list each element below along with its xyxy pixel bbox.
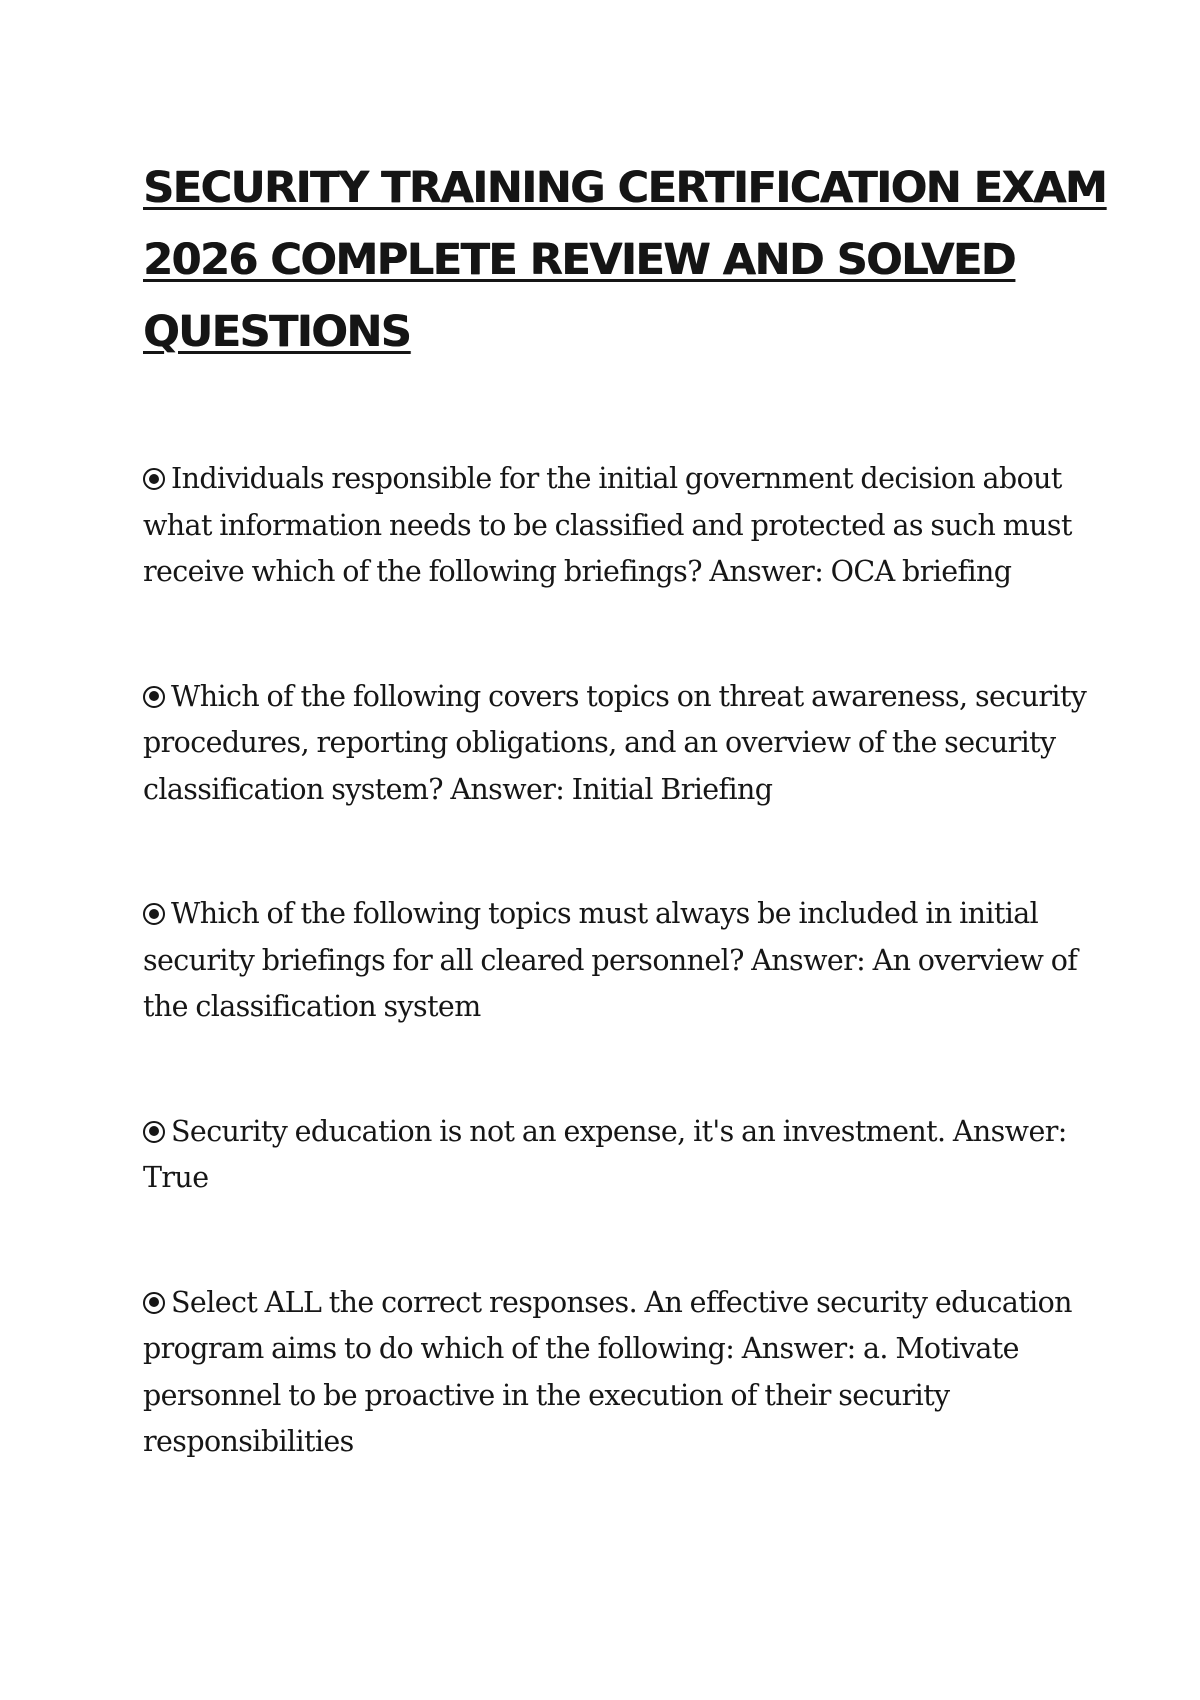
question-text-line: the classification system xyxy=(143,990,481,1023)
question-text-line: classification system? Answer: Initial Briefing xyxy=(143,772,773,806)
question-item xyxy=(143,1280,1083,1466)
question-text-line: security briefings for all cleared personnel? Answer: An overview of xyxy=(143,943,1078,977)
question-text-line: Individuals responsible for the initial government decision about xyxy=(171,462,1062,495)
question-text-line: Which of the following covers topics on threat awareness, security xyxy=(171,679,1087,713)
question-text-line: what information needs to be classified and protected as such must xyxy=(143,508,1072,542)
question-item xyxy=(143,891,1083,1031)
title-line: 2026 COMPLETE REVIEW AND SOLVED xyxy=(143,235,1015,285)
question-text-line: Which of the following topics must always be included in initial xyxy=(171,897,1039,930)
question-item xyxy=(143,1109,1083,1202)
question-text-line: program aims to do which of the following: Answer: a. Motivate xyxy=(143,1332,1019,1365)
question-item xyxy=(143,674,1087,814)
question-text-line: Security education is not an expense, it's an investment. Answer: xyxy=(171,1114,1067,1148)
question-text-line: responsibilities xyxy=(143,1425,354,1458)
fisheye-bullet-icon xyxy=(143,686,165,708)
fisheye-bullet-icon xyxy=(143,468,165,490)
fisheye-bullet-icon xyxy=(143,903,165,925)
question-text-line: receive which of the following briefings? Answer: OCA briefing xyxy=(143,555,1012,588)
question-text-line: True xyxy=(143,1161,209,1194)
title-line: QUESTIONS xyxy=(143,307,411,357)
question-text-line: procedures, reporting obligations, and an overview of the security xyxy=(143,726,1056,759)
fisheye-bullet-icon xyxy=(143,1292,165,1314)
document-page xyxy=(143,152,1107,1466)
document-title xyxy=(143,152,1107,368)
question-text-line: Select ALL the correct responses. An effective security education xyxy=(171,1285,1072,1319)
question-item xyxy=(143,456,1083,596)
fisheye-bullet-icon xyxy=(143,1121,165,1143)
question-list xyxy=(143,456,1087,1466)
title-line: SECURITY TRAINING CERTIFICATION EXAM xyxy=(143,163,1107,213)
question-text-line: personnel to be proactive in the execution of their security xyxy=(143,1378,950,1412)
